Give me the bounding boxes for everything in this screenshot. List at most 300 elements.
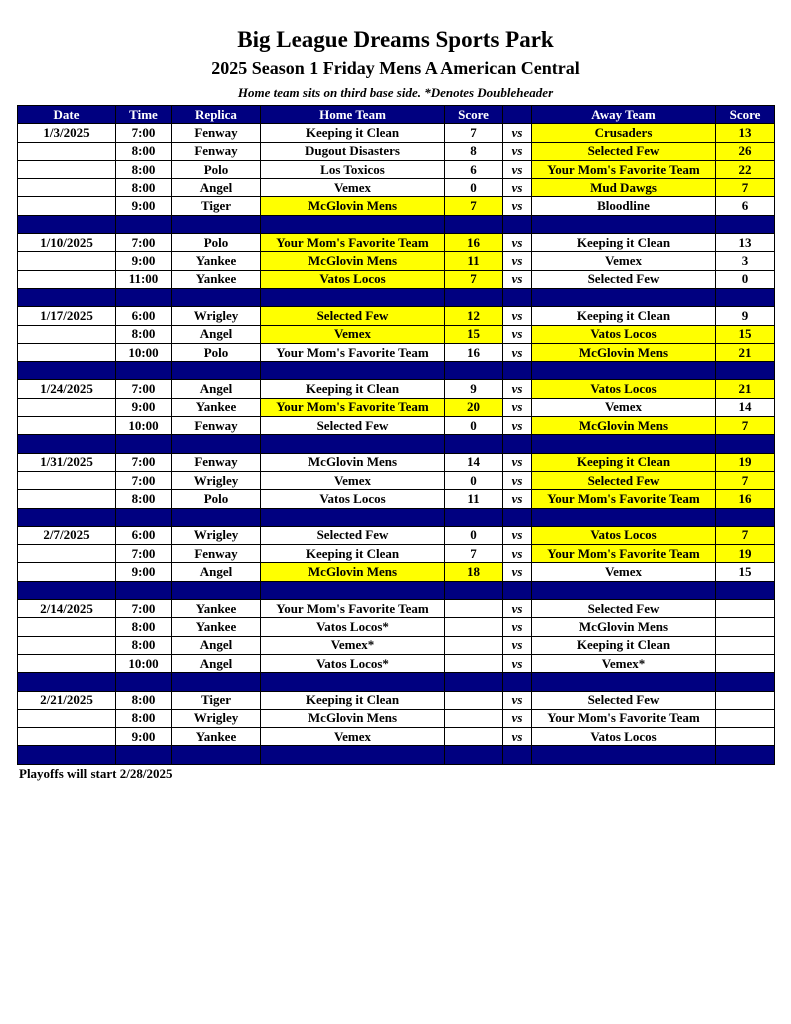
away-team: Vatos Locos <box>532 728 716 746</box>
game-time: 9:00 <box>116 197 172 215</box>
game-date: 1/17/2025 <box>18 307 116 325</box>
home-score: 7 <box>445 197 503 215</box>
week-separator-row <box>18 362 775 380</box>
vs-label: vs <box>503 252 532 270</box>
game-date <box>18 618 116 636</box>
vs-label: vs <box>503 545 532 563</box>
vs-label: vs <box>503 691 532 709</box>
playoffs-note: Playoffs will start 2/28/2025 <box>19 766 173 781</box>
home-score: 0 <box>445 417 503 435</box>
separator-cell <box>716 581 775 599</box>
home-score <box>445 709 503 727</box>
game-date <box>18 636 116 654</box>
away-team: Selected Few <box>532 600 716 618</box>
game-date <box>18 197 116 215</box>
game-row <box>18 142 775 160</box>
vs-label: vs <box>503 380 532 398</box>
away-team: Your Mom's Favorite Team <box>532 490 716 508</box>
game-date <box>18 270 116 288</box>
game-row <box>18 490 775 508</box>
separator-cell <box>445 288 503 306</box>
week-separator-row <box>18 215 775 233</box>
separator-cell <box>532 746 716 764</box>
game-field: Angel <box>172 179 261 197</box>
col-header-date: Date <box>18 106 116 124</box>
home-score <box>445 618 503 636</box>
away-score <box>716 636 775 654</box>
home-team: McGlovin Mens <box>261 563 445 581</box>
away-score: 19 <box>716 453 775 471</box>
away-score: 21 <box>716 380 775 398</box>
home-team: Vatos Locos <box>261 490 445 508</box>
separator-cell <box>716 362 775 380</box>
away-team: Selected Few <box>532 270 716 288</box>
home-team: Your Mom's Favorite Team <box>261 398 445 416</box>
week-separator-row <box>18 435 775 453</box>
vs-label: vs <box>503 618 532 636</box>
away-score: 15 <box>716 325 775 343</box>
home-team: Los Toxicos <box>261 160 445 178</box>
game-row <box>18 380 775 398</box>
game-date <box>18 160 116 178</box>
home-team: Keeping it Clean <box>261 124 445 142</box>
away-team: Vemex <box>532 252 716 270</box>
separator-cell <box>716 508 775 526</box>
separator-cell <box>445 581 503 599</box>
separator-cell <box>445 215 503 233</box>
vs-label: vs <box>503 600 532 618</box>
away-team: Crusaders <box>532 124 716 142</box>
separator-cell <box>172 746 261 764</box>
home-team: Vemex <box>261 471 445 489</box>
game-field: Fenway <box>172 124 261 142</box>
game-row <box>18 728 775 746</box>
vs-label: vs <box>503 307 532 325</box>
vs-label: vs <box>503 234 532 252</box>
game-time: 6:00 <box>116 526 172 544</box>
home-team: Selected Few <box>261 526 445 544</box>
away-team: Vatos Locos <box>532 380 716 398</box>
separator-cell <box>261 581 445 599</box>
home-team: Your Mom's Favorite Team <box>261 600 445 618</box>
separator-cell <box>445 362 503 380</box>
game-field: Polo <box>172 160 261 178</box>
game-row <box>18 417 775 435</box>
home-team: Vatos Locos* <box>261 654 445 672</box>
col-header-home-score: Score <box>445 106 503 124</box>
home-score <box>445 691 503 709</box>
game-date: 1/24/2025 <box>18 380 116 398</box>
home-score: 18 <box>445 563 503 581</box>
game-field: Tiger <box>172 197 261 215</box>
schedule-table <box>17 105 775 765</box>
separator-cell <box>503 673 532 691</box>
game-date <box>18 398 116 416</box>
separator-cell <box>116 362 172 380</box>
game-field: Yankee <box>172 600 261 618</box>
away-team: Your Mom's Favorite Team <box>532 545 716 563</box>
separator-cell <box>261 435 445 453</box>
game-field: Wrigley <box>172 709 261 727</box>
game-time: 8:00 <box>116 142 172 160</box>
away-team: Keeping it Clean <box>532 307 716 325</box>
game-row <box>18 398 775 416</box>
separator-cell <box>172 435 261 453</box>
game-field: Fenway <box>172 417 261 435</box>
home-team: Vemex* <box>261 636 445 654</box>
separator-cell <box>503 508 532 526</box>
separator-cell <box>18 508 116 526</box>
game-time: 9:00 <box>116 728 172 746</box>
separator-cell <box>172 362 261 380</box>
game-field: Angel <box>172 654 261 672</box>
game-time: 7:00 <box>116 545 172 563</box>
game-date: 1/3/2025 <box>18 124 116 142</box>
away-team: Selected Few <box>532 471 716 489</box>
away-team: Vemex <box>532 563 716 581</box>
home-score: 14 <box>445 453 503 471</box>
home-score: 7 <box>445 124 503 142</box>
separator-cell <box>532 435 716 453</box>
vs-label: vs <box>503 142 532 160</box>
home-team: Vatos Locos <box>261 270 445 288</box>
separator-cell <box>503 746 532 764</box>
col-header-home-team: Home Team <box>261 106 445 124</box>
game-row <box>18 545 775 563</box>
away-score: 9 <box>716 307 775 325</box>
game-field: Tiger <box>172 691 261 709</box>
game-time: 10:00 <box>116 654 172 672</box>
home-score: 8 <box>445 142 503 160</box>
separator-cell <box>716 673 775 691</box>
separator-cell <box>532 508 716 526</box>
home-team: Keeping it Clean <box>261 691 445 709</box>
separator-cell <box>503 288 532 306</box>
game-row <box>18 453 775 471</box>
home-score <box>445 728 503 746</box>
game-row <box>18 234 775 252</box>
home-score <box>445 654 503 672</box>
vs-label: vs <box>503 179 532 197</box>
away-score: 19 <box>716 545 775 563</box>
game-time: 8:00 <box>116 179 172 197</box>
game-date <box>18 343 116 361</box>
game-time: 7:00 <box>116 600 172 618</box>
vs-label: vs <box>503 709 532 727</box>
away-score: 26 <box>716 142 775 160</box>
separator-cell <box>716 746 775 764</box>
separator-cell <box>261 746 445 764</box>
home-score: 0 <box>445 526 503 544</box>
game-date: 2/14/2025 <box>18 600 116 618</box>
game-time: 10:00 <box>116 343 172 361</box>
home-score: 0 <box>445 471 503 489</box>
game-row <box>18 618 775 636</box>
game-row <box>18 600 775 618</box>
vs-label: vs <box>503 124 532 142</box>
separator-cell <box>532 673 716 691</box>
separator-cell <box>18 673 116 691</box>
vs-label: vs <box>503 160 532 178</box>
home-team: McGlovin Mens <box>261 252 445 270</box>
game-time: 9:00 <box>116 398 172 416</box>
game-row <box>18 197 775 215</box>
game-date <box>18 142 116 160</box>
away-score <box>716 618 775 636</box>
week-separator-row <box>18 673 775 691</box>
away-score <box>716 654 775 672</box>
vs-label: vs <box>503 398 532 416</box>
game-row <box>18 343 775 361</box>
separator-cell <box>445 746 503 764</box>
separator-cell <box>116 215 172 233</box>
game-field: Fenway <box>172 545 261 563</box>
vs-label: vs <box>503 270 532 288</box>
game-time: 8:00 <box>116 325 172 343</box>
col-header-away-score: Score <box>716 106 775 124</box>
game-time: 7:00 <box>116 453 172 471</box>
vs-label: vs <box>503 343 532 361</box>
game-field: Polo <box>172 234 261 252</box>
away-score: 22 <box>716 160 775 178</box>
vs-label: vs <box>503 636 532 654</box>
separator-cell <box>503 435 532 453</box>
page-subtitle: 2025 Season 1 Friday Mens A American Central <box>211 58 580 78</box>
game-field: Angel <box>172 380 261 398</box>
separator-cell <box>116 288 172 306</box>
game-row <box>18 252 775 270</box>
away-team: Mud Dawgs <box>532 179 716 197</box>
away-team: Selected Few <box>532 691 716 709</box>
home-team: Keeping it Clean <box>261 380 445 398</box>
game-row <box>18 636 775 654</box>
game-time: 7:00 <box>116 380 172 398</box>
away-score: 13 <box>716 124 775 142</box>
separator-cell <box>261 362 445 380</box>
away-score: 0 <box>716 270 775 288</box>
away-score: 7 <box>716 179 775 197</box>
game-time: 8:00 <box>116 160 172 178</box>
game-date: 1/10/2025 <box>18 234 116 252</box>
game-field: Wrigley <box>172 526 261 544</box>
vs-label: vs <box>503 471 532 489</box>
game-date <box>18 563 116 581</box>
game-field: Wrigley <box>172 471 261 489</box>
vs-label: vs <box>503 490 532 508</box>
game-date: 1/31/2025 <box>18 453 116 471</box>
game-time: 8:00 <box>116 636 172 654</box>
separator-cell <box>116 508 172 526</box>
game-date <box>18 728 116 746</box>
separator-cell <box>532 362 716 380</box>
game-time: 8:00 <box>116 490 172 508</box>
home-score: 6 <box>445 160 503 178</box>
home-team: Vemex <box>261 179 445 197</box>
game-field: Yankee <box>172 252 261 270</box>
away-team: Keeping it Clean <box>532 234 716 252</box>
table-header-row <box>18 106 775 124</box>
game-time: 8:00 <box>116 691 172 709</box>
away-team: Your Mom's Favorite Team <box>532 160 716 178</box>
separator-cell <box>445 508 503 526</box>
week-separator-row <box>18 746 775 764</box>
game-field: Yankee <box>172 728 261 746</box>
away-team: Vemex* <box>532 654 716 672</box>
home-score: 7 <box>445 545 503 563</box>
game-row <box>18 325 775 343</box>
away-score: 13 <box>716 234 775 252</box>
home-score <box>445 600 503 618</box>
away-team: McGlovin Mens <box>532 618 716 636</box>
game-date <box>18 325 116 343</box>
game-field: Yankee <box>172 618 261 636</box>
separator-cell <box>116 581 172 599</box>
game-row <box>18 691 775 709</box>
game-date <box>18 654 116 672</box>
game-row <box>18 160 775 178</box>
separator-cell <box>716 288 775 306</box>
separator-cell <box>18 362 116 380</box>
game-date <box>18 490 116 508</box>
away-score: 7 <box>716 417 775 435</box>
home-team: Vatos Locos* <box>261 618 445 636</box>
away-score: 14 <box>716 398 775 416</box>
away-team: Vatos Locos <box>532 526 716 544</box>
away-team: Vatos Locos <box>532 325 716 343</box>
away-team: McGlovin Mens <box>532 343 716 361</box>
home-team: McGlovin Mens <box>261 197 445 215</box>
separator-cell <box>116 435 172 453</box>
separator-cell <box>18 288 116 306</box>
col-header-away-team: Away Team <box>532 106 716 124</box>
game-date: 2/21/2025 <box>18 691 116 709</box>
game-field: Fenway <box>172 453 261 471</box>
away-score <box>716 691 775 709</box>
page-title: Big League Dreams Sports Park <box>237 27 554 52</box>
game-row <box>18 709 775 727</box>
game-field: Polo <box>172 343 261 361</box>
week-separator-row <box>18 581 775 599</box>
away-team: Your Mom's Favorite Team <box>532 709 716 727</box>
home-team: Your Mom's Favorite Team <box>261 234 445 252</box>
home-score: 16 <box>445 343 503 361</box>
game-row <box>18 526 775 544</box>
game-field: Angel <box>172 563 261 581</box>
game-time: 8:00 <box>116 618 172 636</box>
separator-cell <box>716 435 775 453</box>
game-time: 7:00 <box>116 234 172 252</box>
col-header-vs <box>503 106 532 124</box>
game-field: Yankee <box>172 270 261 288</box>
separator-cell <box>503 362 532 380</box>
home-team: Vemex <box>261 325 445 343</box>
game-time: 8:00 <box>116 709 172 727</box>
game-row <box>18 270 775 288</box>
home-score: 11 <box>445 252 503 270</box>
separator-cell <box>116 673 172 691</box>
week-separator-row <box>18 288 775 306</box>
separator-cell <box>716 215 775 233</box>
home-team: Your Mom's Favorite Team <box>261 343 445 361</box>
separator-cell <box>261 215 445 233</box>
separator-cell <box>445 435 503 453</box>
game-row <box>18 471 775 489</box>
separator-cell <box>18 581 116 599</box>
vs-label: vs <box>503 325 532 343</box>
separator-cell <box>445 673 503 691</box>
game-row <box>18 654 775 672</box>
separator-cell <box>503 581 532 599</box>
away-score <box>716 600 775 618</box>
separator-cell <box>18 746 116 764</box>
vs-label: vs <box>503 728 532 746</box>
home-score: 11 <box>445 490 503 508</box>
week-separator-row <box>18 508 775 526</box>
separator-cell <box>261 288 445 306</box>
vs-label: vs <box>503 654 532 672</box>
home-score <box>445 636 503 654</box>
game-time: 7:00 <box>116 471 172 489</box>
schedule-body <box>18 124 775 764</box>
separator-cell <box>116 746 172 764</box>
away-score: 3 <box>716 252 775 270</box>
game-time: 9:00 <box>116 252 172 270</box>
game-time: 6:00 <box>116 307 172 325</box>
separator-cell <box>18 435 116 453</box>
separator-cell <box>261 508 445 526</box>
game-time: 7:00 <box>116 124 172 142</box>
away-team: Keeping it Clean <box>532 636 716 654</box>
away-team: Vemex <box>532 398 716 416</box>
game-date <box>18 471 116 489</box>
home-team: Selected Few <box>261 307 445 325</box>
away-score: 16 <box>716 490 775 508</box>
separator-cell <box>261 673 445 691</box>
separator-cell <box>172 673 261 691</box>
game-time: 11:00 <box>116 270 172 288</box>
away-team: Keeping it Clean <box>532 453 716 471</box>
home-team: McGlovin Mens <box>261 453 445 471</box>
home-score: 9 <box>445 380 503 398</box>
separator-cell <box>172 288 261 306</box>
game-date <box>18 545 116 563</box>
game-field: Yankee <box>172 398 261 416</box>
away-score: 15 <box>716 563 775 581</box>
game-row <box>18 307 775 325</box>
vs-label: vs <box>503 563 532 581</box>
home-score: 7 <box>445 270 503 288</box>
game-date <box>18 252 116 270</box>
away-team: Bloodline <box>532 197 716 215</box>
separator-cell <box>532 581 716 599</box>
game-row <box>18 124 775 142</box>
vs-label: vs <box>503 197 532 215</box>
schedule-note: Home team sits on third base side. *Denotes Doubleheader <box>237 85 554 100</box>
game-date: 2/7/2025 <box>18 526 116 544</box>
home-team: Keeping it Clean <box>261 545 445 563</box>
col-header-time: Time <box>116 106 172 124</box>
home-score: 15 <box>445 325 503 343</box>
away-score: 7 <box>716 471 775 489</box>
home-team: Dugout Disasters <box>261 142 445 160</box>
away-team: Selected Few <box>532 142 716 160</box>
separator-cell <box>172 508 261 526</box>
separator-cell <box>172 215 261 233</box>
home-team: Vemex <box>261 728 445 746</box>
separator-cell <box>172 581 261 599</box>
game-time: 9:00 <box>116 563 172 581</box>
away-score: 7 <box>716 526 775 544</box>
